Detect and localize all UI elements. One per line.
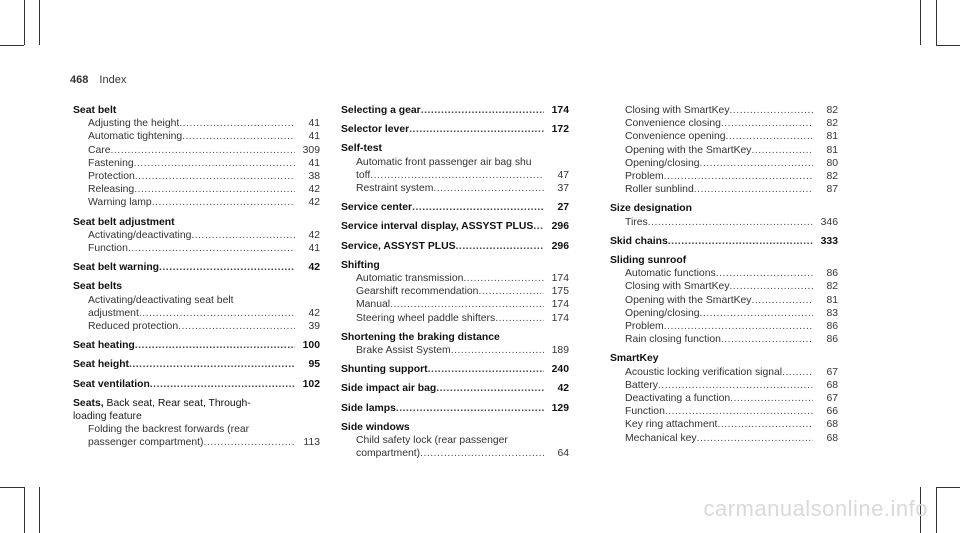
- page-ref: 41: [308, 131, 320, 143]
- subentry[interactable]: [73, 229, 320, 242]
- page-ref: 102: [302, 378, 320, 390]
- subentry[interactable]: [341, 312, 569, 325]
- page-ref: 68: [826, 432, 838, 444]
- entry-text: Service interval display, ASSYST PLUS: [341, 221, 534, 233]
- watermark: carmanualsonline.info: [703, 496, 928, 521]
- entry-text: Releasing: [88, 184, 135, 196]
- entry-text: Key ring attachment: [625, 419, 718, 431]
- dot-leader: [436, 382, 544, 395]
- dot-leader: [726, 130, 813, 143]
- entry-text: Opening/closing: [625, 307, 700, 319]
- subentry[interactable]: [610, 280, 838, 293]
- entry-text: Problem: [625, 321, 664, 333]
- page-ref: 27: [557, 202, 569, 214]
- entry-text: Brake Assist System: [356, 345, 451, 357]
- subentry[interactable]: [341, 272, 569, 285]
- page-ref: 67: [826, 366, 838, 378]
- subentry[interactable]: [610, 405, 838, 418]
- page-ref: 64: [557, 448, 569, 460]
- entry-text: Convenience closing: [625, 118, 721, 130]
- index-entry: [73, 378, 320, 391]
- entry-text: Restraint system: [356, 183, 434, 195]
- index-column-3: [610, 104, 838, 451]
- dot-leader: [409, 123, 544, 136]
- subentry[interactable]: [610, 333, 838, 346]
- index-heading[interactable]: [610, 235, 838, 248]
- page-header: [70, 74, 126, 86]
- dot-leader: [664, 170, 813, 183]
- subentry-text[interactable]: Folding the backrest forwards (rear: [88, 424, 250, 436]
- dot-leader: [730, 104, 813, 117]
- page-ref: 41: [308, 118, 320, 130]
- page-ref: 113: [303, 437, 320, 449]
- index-heading[interactable]: Seat belt: [73, 105, 117, 116]
- index-heading[interactable]: [73, 339, 320, 352]
- entry-text: compartment): [356, 448, 421, 460]
- dot-leader: [433, 182, 544, 195]
- entry-text: Opening with the SmartKey: [625, 144, 752, 156]
- entry-text: Function: [88, 243, 128, 255]
- dot-leader: [191, 229, 295, 242]
- dot-leader: [456, 240, 544, 253]
- page-ref: 86: [826, 321, 838, 333]
- dot-leader: [179, 117, 295, 130]
- entry-text: Automatic tightening: [88, 131, 183, 143]
- entry-text: Problem: [625, 171, 664, 183]
- heading-crossref-line2: loading feature: [73, 411, 142, 423]
- index-entry: [73, 397, 320, 450]
- page-ref: 189: [551, 345, 569, 357]
- index-heading[interactable]: [341, 240, 569, 253]
- index-heading[interactable]: Seat belt adjustment: [73, 216, 175, 228]
- entry-text: Deactivating a function: [625, 393, 731, 405]
- crop-mark: [0, 487, 24, 488]
- entry-text: Convenience opening: [625, 131, 726, 143]
- heading-crossref: Back seat, Rear seat, Through-: [103, 397, 251, 409]
- page-ref: 38: [308, 171, 320, 183]
- entry-text: Service center: [341, 202, 413, 214]
- dot-leader: [421, 104, 544, 117]
- index-heading[interactable]: [341, 402, 569, 415]
- page-ref: 86: [826, 334, 838, 346]
- index-heading[interactable]: Shortening the braking distance: [341, 331, 500, 343]
- entry-text: Protection: [88, 171, 135, 183]
- subentry[interactable]: [73, 170, 320, 183]
- index-entry: [341, 104, 569, 117]
- entry-text: Skid chains: [610, 235, 668, 247]
- page-ref: 82: [826, 171, 838, 183]
- subentry[interactable]: [73, 117, 320, 130]
- subentry[interactable]: [341, 298, 569, 311]
- index-heading[interactable]: [341, 382, 569, 395]
- entry-text: Automatic transmission: [356, 273, 464, 285]
- index-entry: [341, 421, 569, 461]
- dot-leader: [716, 267, 813, 280]
- subentry[interactable]: [610, 144, 838, 157]
- dot-leader: [135, 170, 295, 183]
- page-ref: 81: [826, 131, 838, 143]
- subentry[interactable]: [73, 307, 320, 320]
- page-ref: 83: [826, 307, 838, 319]
- dot-leader: [152, 196, 295, 209]
- subentry[interactable]: [73, 183, 320, 196]
- index-heading[interactable]: [341, 201, 569, 214]
- entry-text: passenger compartment): [88, 437, 204, 449]
- entry-text: Tires: [625, 216, 648, 228]
- index-entry: [73, 339, 320, 352]
- crop-mark: [24, 0, 25, 45]
- entry-text: Manual: [356, 299, 391, 311]
- dot-leader: [451, 344, 544, 357]
- dot-leader: [396, 402, 544, 415]
- page-ref: 37: [557, 183, 569, 195]
- entry-text: adjustment: [88, 307, 139, 319]
- dot-leader: [204, 436, 295, 449]
- dot-leader: [700, 307, 813, 320]
- index-heading[interactable]: Shifting: [341, 259, 380, 271]
- page-ref: 42: [308, 262, 320, 274]
- subentry[interactable]: [73, 130, 320, 143]
- page-ref: 174: [551, 312, 569, 324]
- page-ref: 87: [826, 184, 838, 196]
- entry-text: Shunting support: [341, 364, 428, 376]
- entry-text: Mechanical key: [625, 432, 697, 444]
- heading-text: Seats,: [73, 397, 104, 409]
- dot-leader: [135, 339, 295, 352]
- crop-mark: [24, 487, 25, 533]
- dot-leader: [111, 144, 295, 157]
- subentry[interactable]: [610, 170, 838, 183]
- entry-text: Side impact air bag: [341, 383, 437, 395]
- index-entry: [610, 202, 838, 228]
- entry-text: toff: [356, 169, 371, 181]
- subentry[interactable]: [341, 182, 569, 195]
- page-ref: 82: [826, 118, 838, 130]
- index-heading[interactable]: SmartKey: [610, 353, 659, 365]
- page-ref: 296: [551, 240, 569, 252]
- page-ref: 174: [551, 299, 569, 311]
- dot-leader: [420, 447, 544, 460]
- dot-leader: [139, 307, 295, 320]
- subentry[interactable]: [610, 418, 838, 431]
- dot-leader: [694, 183, 813, 196]
- subentry[interactable]: [610, 392, 838, 405]
- subentry[interactable]: [610, 366, 838, 379]
- subentry[interactable]: [341, 447, 569, 460]
- entry-text: Seat heating: [73, 340, 135, 352]
- index-heading[interactable]: Seat belts: [73, 281, 123, 293]
- dot-leader: [182, 130, 295, 143]
- page-ref: 67: [826, 393, 838, 405]
- subentry[interactable]: [610, 216, 838, 229]
- entry-text: Reduced protection: [88, 321, 179, 333]
- entry-text: Seat ventilation: [73, 378, 150, 390]
- index-entry: [341, 123, 569, 136]
- page-ref: 80: [826, 157, 838, 169]
- page-ref: 309: [302, 144, 320, 156]
- subentry[interactable]: [610, 307, 838, 320]
- entry-text: Closing with SmartKey: [625, 281, 730, 293]
- page-ref: 333: [820, 235, 838, 247]
- entry-text: Selecting a gear: [341, 105, 421, 116]
- page-ref: 42: [308, 197, 320, 209]
- entry-text: Function: [625, 406, 665, 418]
- page-ref: 41: [308, 157, 320, 169]
- crop-mark: [936, 45, 960, 46]
- index-heading[interactable]: [73, 358, 320, 371]
- index-heading[interactable]: [73, 397, 320, 410]
- index-entry: [73, 261, 320, 274]
- subentry[interactable]: [610, 267, 838, 280]
- page-number: 468: [70, 74, 89, 86]
- subentry[interactable]: [73, 320, 320, 333]
- dot-leader: [150, 378, 295, 391]
- dot-leader: [128, 242, 295, 255]
- entry-text: Automatic functions: [625, 268, 716, 280]
- page-ref: 82: [826, 281, 838, 293]
- entry-text: Side lamps: [341, 402, 396, 414]
- dot-leader: [665, 405, 813, 418]
- index-entry: [610, 235, 838, 248]
- index-entry: [73, 280, 320, 333]
- page-ref: 172: [551, 124, 569, 136]
- crop-mark: [936, 0, 937, 45]
- index-heading[interactable]: [341, 104, 569, 117]
- dot-leader: [134, 183, 295, 196]
- entry-text: Service, ASSYST PLUS: [341, 240, 456, 252]
- dot-leader: [697, 432, 813, 445]
- dot-leader: [370, 169, 544, 182]
- entry-text: Closing with SmartKey: [625, 105, 730, 116]
- index-entry: [73, 104, 320, 210]
- entry-text: Battery: [625, 379, 658, 391]
- index-heading[interactable]: [341, 363, 569, 376]
- dot-leader: [751, 144, 813, 157]
- page-ref: 42: [557, 383, 569, 395]
- entry-text: Gearshift recommendation: [356, 286, 479, 298]
- page-ref: 100: [302, 340, 320, 352]
- page-ref: 81: [826, 294, 838, 306]
- entry-text: Opening/closing: [625, 157, 700, 169]
- entry-text: Rain closing function: [625, 334, 721, 346]
- crop-mark: [920, 0, 921, 45]
- entry-text: Warning lamp: [88, 197, 152, 209]
- entry-text: Seat belt warning: [73, 262, 160, 274]
- subentry[interactable]: [610, 117, 838, 130]
- page-ref: 42: [308, 307, 320, 319]
- index-entry: [73, 216, 320, 256]
- page-ref: 68: [826, 379, 838, 391]
- page-ref: 68: [826, 419, 838, 431]
- dot-leader: [178, 320, 295, 333]
- subentry[interactable]: [341, 285, 569, 298]
- subentry-text[interactable]: Child safety lock (rear passenger: [356, 435, 508, 447]
- crop-mark: [39, 487, 40, 533]
- dot-leader: [648, 216, 813, 229]
- index-heading[interactable]: Side windows: [341, 421, 410, 433]
- subentry[interactable]: [73, 144, 320, 157]
- dot-leader: [721, 117, 813, 130]
- index-heading[interactable]: [341, 220, 569, 233]
- dot-leader: [700, 157, 813, 170]
- index-entry: [341, 220, 569, 233]
- index-column-1: [73, 104, 320, 456]
- dot-leader: [495, 312, 544, 325]
- subentry[interactable]: [610, 320, 838, 333]
- page-ref: 129: [551, 402, 569, 414]
- subentry[interactable]: [73, 436, 320, 449]
- page-ref: 296: [551, 221, 569, 233]
- crop-mark: [936, 487, 960, 488]
- index-entry: [341, 240, 569, 253]
- subentry[interactable]: [610, 183, 838, 196]
- entry-text: Steering wheel paddle shifters: [356, 312, 496, 324]
- index-heading[interactable]: [73, 378, 320, 391]
- page-ref: 240: [551, 364, 569, 376]
- index-heading[interactable]: Self-test: [341, 143, 382, 155]
- page-ref: 42: [308, 229, 320, 241]
- dot-leader: [717, 418, 813, 431]
- dot-leader: [751, 294, 813, 307]
- index-entry: [341, 259, 569, 325]
- page-ref: 39: [308, 321, 320, 333]
- dot-leader: [782, 366, 813, 379]
- crop-mark: [936, 487, 937, 533]
- dot-leader: [664, 320, 813, 333]
- page-ref: 86: [826, 268, 838, 280]
- entry-text: Care: [88, 144, 111, 156]
- dot-leader: [134, 157, 295, 170]
- entry-text: Roller sunblind: [625, 184, 694, 196]
- entry-text: Opening with the SmartKey: [625, 294, 752, 306]
- index-heading[interactable]: Size designation: [610, 203, 692, 215]
- subentry[interactable]: [73, 157, 320, 170]
- crop-mark: [39, 0, 40, 45]
- dot-leader: [478, 285, 544, 298]
- entry-text: Acoustic locking verification signal: [625, 366, 783, 378]
- dot-leader: [730, 280, 813, 293]
- entry-text: Fastening: [88, 157, 134, 169]
- index-entry: [341, 402, 569, 415]
- index-entry: [341, 382, 569, 395]
- dot-leader: [390, 298, 544, 311]
- subentry[interactable]: [610, 130, 838, 143]
- subentry[interactable]: [341, 344, 569, 357]
- page-ref: 81: [826, 144, 838, 156]
- page-ref: 42: [308, 184, 320, 196]
- index-entry: [341, 142, 569, 195]
- page-ref: 47: [557, 169, 569, 181]
- dot-leader: [412, 201, 544, 214]
- page-ref: 175: [551, 286, 569, 298]
- entry-text: Seat height: [73, 359, 130, 371]
- section-title: Index: [99, 74, 127, 86]
- page-ref: 95: [308, 359, 320, 371]
- dot-leader: [463, 272, 544, 285]
- subentry[interactable]: [610, 157, 838, 170]
- page-ref: 174: [551, 273, 569, 285]
- page-ref: 66: [826, 406, 838, 418]
- subentry-text[interactable]: Activating/deactivating seat belt: [88, 294, 234, 306]
- dot-leader: [668, 235, 813, 248]
- page-ref: 174: [551, 105, 569, 116]
- index-entry: [341, 363, 569, 376]
- index-entry: [341, 201, 569, 214]
- dot-leader: [730, 392, 813, 405]
- subentry[interactable]: [610, 294, 838, 307]
- page-ref: 82: [826, 105, 838, 116]
- crop-mark: [0, 45, 24, 46]
- page-ref: 41: [308, 243, 320, 255]
- subentry[interactable]: [73, 196, 320, 209]
- index-entry: [610, 104, 838, 196]
- subentry[interactable]: [341, 169, 569, 182]
- subentry[interactable]: [610, 432, 838, 445]
- dot-leader: [533, 220, 544, 233]
- index-column-2: [341, 104, 569, 466]
- dot-leader: [658, 379, 813, 392]
- dot-leader: [721, 333, 813, 346]
- dot-leader: [159, 261, 295, 274]
- page-ref: 346: [820, 216, 838, 228]
- index-entry: [341, 331, 569, 357]
- entry-text: Adjusting the height: [88, 118, 180, 130]
- index-entry: [73, 358, 320, 371]
- dot-leader: [129, 358, 295, 371]
- subentry-text[interactable]: Automatic front passenger air bag shu: [356, 156, 532, 168]
- subentry[interactable]: [73, 242, 320, 255]
- index-heading[interactable]: [73, 261, 320, 274]
- index-entry: [610, 352, 838, 444]
- dot-leader: [428, 363, 544, 376]
- index-entry: [610, 254, 838, 346]
- subentry[interactable]: [610, 104, 838, 117]
- index-heading[interactable]: [341, 123, 569, 136]
- entry-text: Activating/deactivating: [88, 229, 192, 241]
- entry-text: Selector lever: [341, 124, 410, 136]
- subentry[interactable]: [610, 379, 838, 392]
- index-heading[interactable]: Sliding sunroof: [610, 255, 687, 267]
